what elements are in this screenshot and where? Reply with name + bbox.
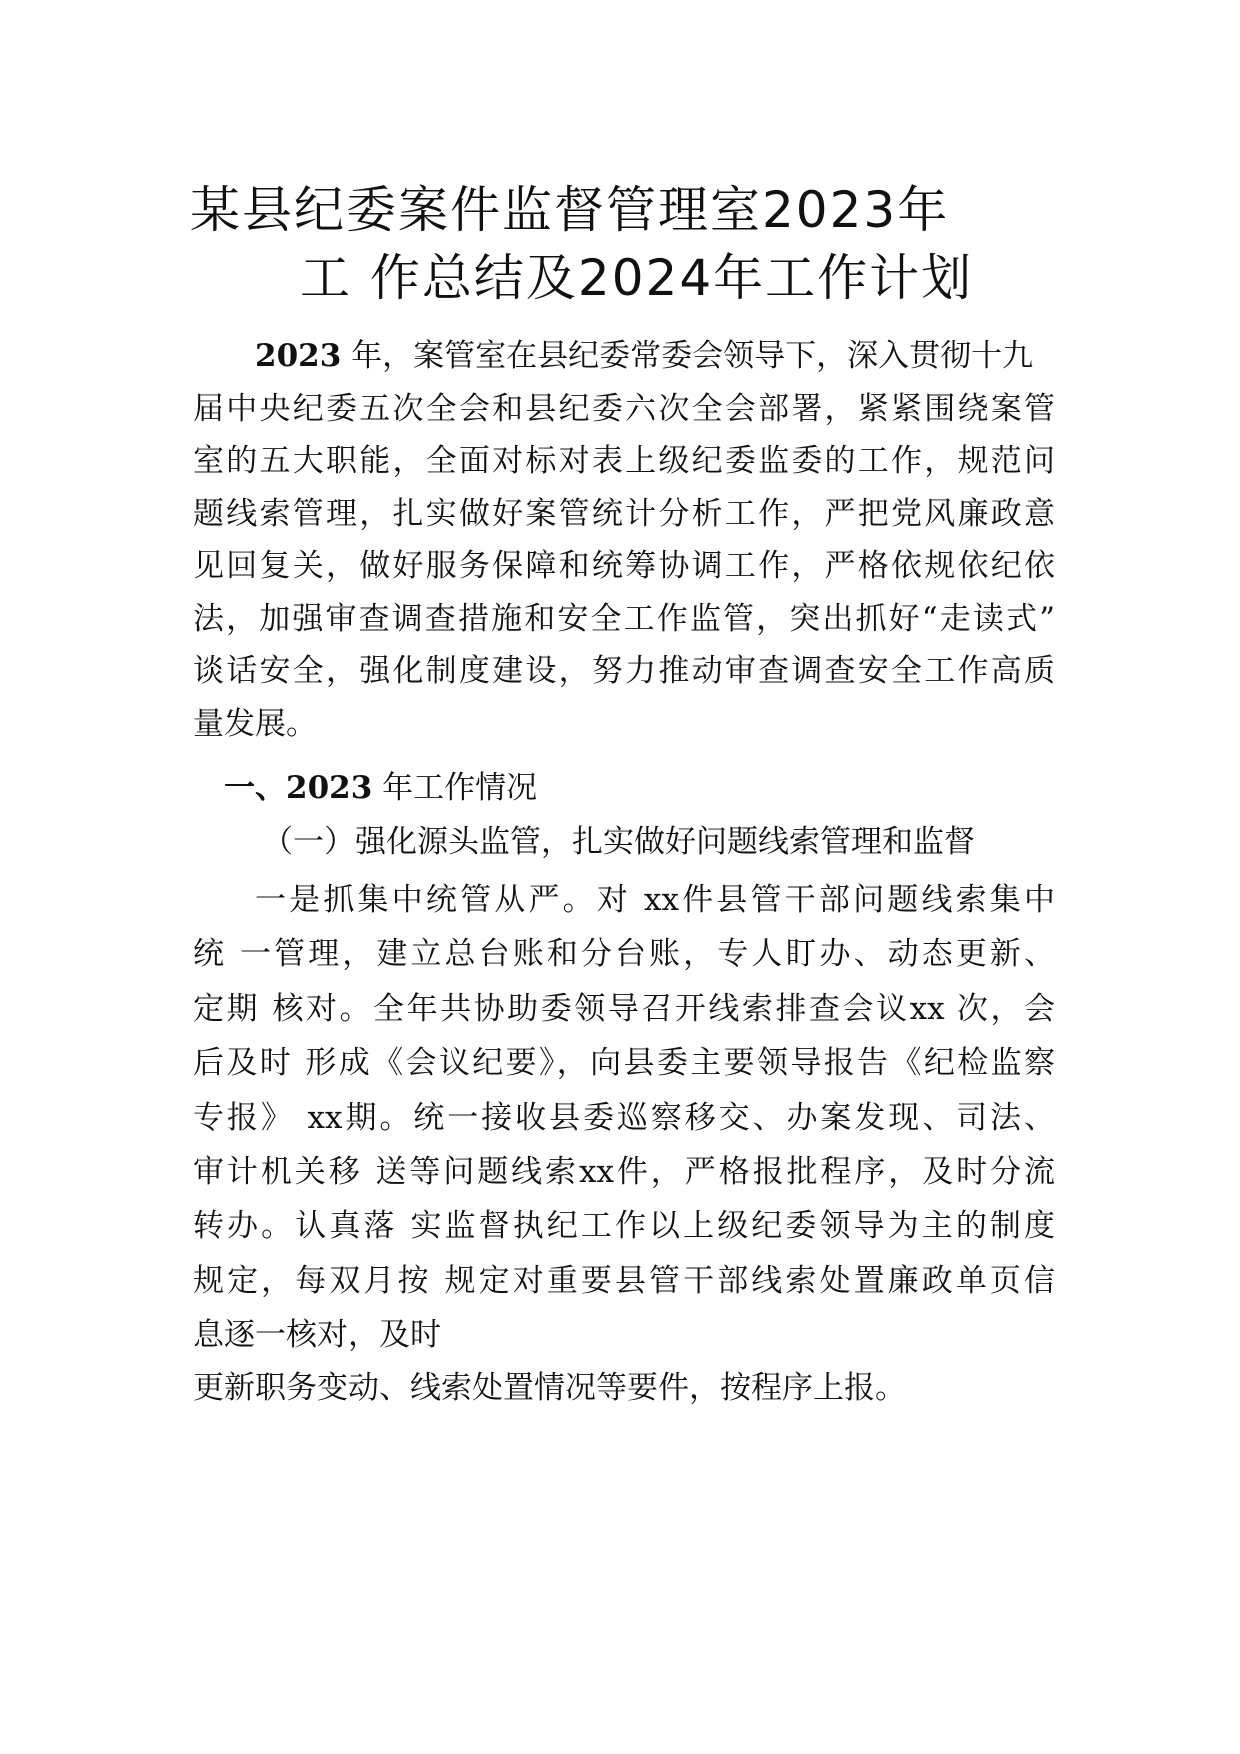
- paragraph-1-line-10: 更新职务变动、线索处置情况等要件，按程序上报。: [193, 1370, 906, 1406]
- intro-line-4: 题线索管理，扎实做好案管统计分析工作，严把党风廉政意: [193, 496, 1055, 532]
- paragraph-1-line-6: 审计机关移 送等问题线索xx件，严格报批程序，及时分流: [193, 1154, 1055, 1190]
- intro-line-7: 谈话安全，强化制度建设，努力推动审查调查安全工作高质: [193, 653, 1055, 689]
- intro-line-1: [255, 336, 1055, 376]
- paragraph-1-line-1: 一是抓集中统管从严。对 xx件县管干部问题线索集中: [255, 882, 1055, 918]
- intro-line-1-text: 年，案管室在县纪委常委会领导下，深入贯彻十九: [341, 338, 1034, 374]
- intro-line-6: 法，加强审查调查措施和安全工作监管，突出抓好“走读式”: [193, 601, 1055, 637]
- paragraph-1-line-2: 统 一管理，建立总台账和分台账，专人盯办、动态更新、: [193, 936, 1055, 972]
- intro-line-3: 室的五大职能，全面对标对表上级纪委监委的工作，规范问: [193, 443, 1055, 479]
- paragraph-1-line-4: 后及时 形成《会议纪要》，向县委主要领导报告《纪检监察: [193, 1045, 1055, 1081]
- intro-line-8: 量发展。: [193, 706, 317, 742]
- section-heading-1-suffix: 年工作情况: [372, 770, 538, 806]
- intro-year: 2023: [255, 338, 342, 374]
- intro-line-5: 见回复关，做好服务保障和统筹协调工作，严格依规依纪依: [193, 548, 1055, 584]
- document-title-line-2: 工 作总结及2024年工作计划: [300, 249, 974, 307]
- paragraph-1-line-3: 定期 核对。全年共协助委领导召开线索排查会议xx 次，会: [193, 991, 1055, 1027]
- intro-line-2: 届中央纪委五次全会和县纪委六次全会部署，紧紧围绕案管: [193, 391, 1055, 427]
- subsection-heading-1: （一）强化源头监管，扎实做好问题线索管理和监督: [262, 824, 975, 860]
- section-heading-1: [224, 768, 537, 808]
- paragraph-1-line-9: 息逐一核对，及时: [193, 1317, 441, 1353]
- paragraph-1-line-8: 规定，每双月按 规定对重要县管干部线索处置廉政单页信: [193, 1263, 1055, 1299]
- document-title-line-1: 某县纪委案件监督管理室2023年: [190, 181, 950, 239]
- paragraph-1-line-5: 专报》 xx期。统一接收县委巡察移交、办案发现、司法、: [193, 1100, 1055, 1136]
- section-heading-1-year: 2023: [286, 770, 373, 806]
- paragraph-1-line-7: 转办。认真落 实监督执纪工作以上级纪委领导为主的制度: [193, 1208, 1055, 1244]
- section-heading-1-prefix: 一、: [224, 770, 286, 806]
